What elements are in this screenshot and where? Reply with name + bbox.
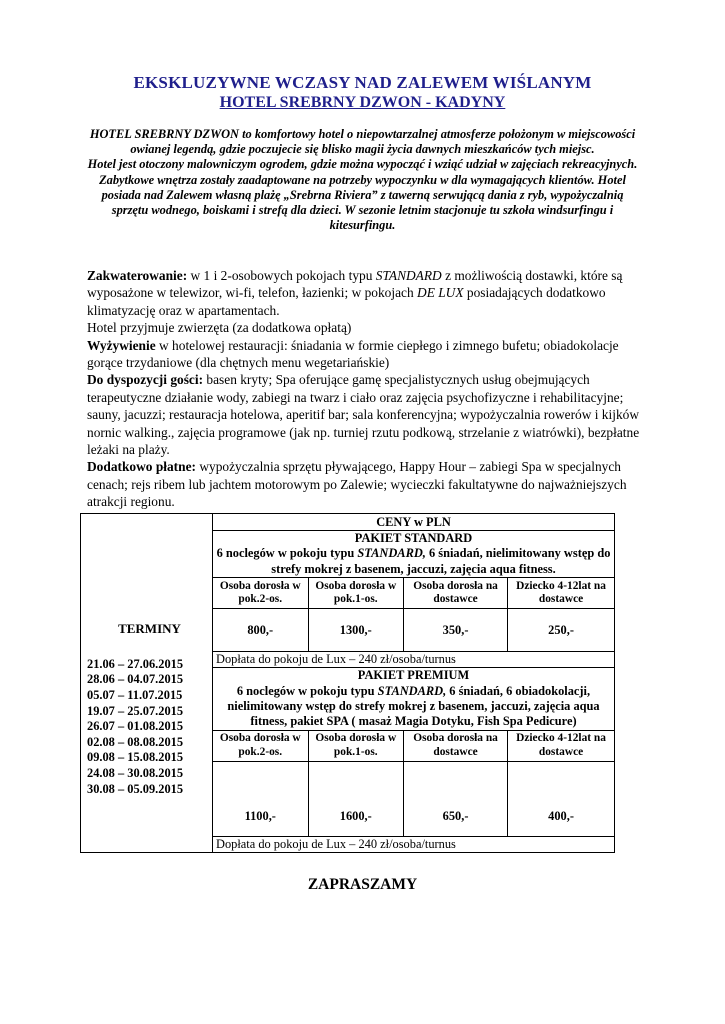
- column-header: Dziecko 4-12lat na dostawce: [508, 578, 615, 609]
- term-date: 02.08 – 08.08.2015: [87, 734, 184, 749]
- terms-cell: [81, 514, 213, 853]
- column-header: Osoba dorosła w pok.1-os.: [308, 730, 404, 761]
- footer-invite: ZAPRASZAMY: [307, 876, 418, 893]
- pets-paragraph: Hotel przyjmuje zwierzęta (za dodatkowa opłatą): [87, 320, 352, 336]
- terms-header: TERMINY: [118, 620, 181, 636]
- standard-price: 1300,-: [308, 609, 404, 652]
- intro-paragraph-1: HOTEL SREBRNY DZWON to komfortowy hotel o niepowtarzalnej atmosferze położonym w miejscowości owianej legendą, gdzie poczujecie się blisko magii życia dawnych mieszkańców tych miejsc.: [89, 127, 636, 157]
- term-date: 09.08 – 15.08.2015: [87, 750, 184, 765]
- standard-package-desc: 6 noclegów w pokoju typu STANDARD, 6 śniadań, nielimitowany wstęp do strefy mokrej z basenem, jaccuzi, zajęcia aqua fitness.: [216, 546, 611, 576]
- prices-header: CENY w PLN: [213, 514, 615, 531]
- column-header: Osoba dorosła w pok.1-os.: [308, 578, 404, 609]
- meals-text: w hotelowej restauracji: śniadania w formie ciepłego i zimnego bufetu; obiadokolacje gorące trzydaniowe (dla chętnych menu wegetariańskie): [87, 337, 619, 371]
- standard-price: 250,-: [508, 609, 615, 652]
- meals-paragraph: [87, 337, 647, 372]
- amenities-text: basen kryty; Spa oferujące gamę specjalistycznych usług obejmujących terapeutyczne działanie wody, zabiegi na twarz i ciało oraz zajęcia psychofizyczne i rehabilitacyjne; sauny, jacuzzi; restauracja hotelowa, aperitif bar; sala konferencyjna; wypożyczalnia rowerów i kijków nornic walking., zajęcia programowe (jak np. turniej rzutu podkową, strzelanie z wiatrówki), bezpłatne leżaki na plaży.: [87, 372, 640, 458]
- term-date: 28.06 – 04.07.2015: [87, 672, 184, 687]
- premium-price: 650,-: [404, 761, 508, 836]
- column-header: Osoba dorosła na dostawce: [404, 578, 508, 609]
- premium-price: 1600,-: [308, 761, 404, 836]
- details-section: [87, 267, 647, 511]
- term-date: 19.07 – 25.07.2015: [87, 703, 184, 718]
- standard-package-header: [213, 531, 615, 578]
- accommodation-paragraph: [87, 267, 647, 319]
- accommodation-text-b: z możliwością dostawki, które są wyposażone w telewizor, wi-fi, telefon, łazienki; w pokojach: [87, 268, 623, 301]
- premium-price: 400,-: [508, 761, 615, 836]
- standard-surcharge: Dopłata do pokoju de Lux – 240 zł/osoba/turnus: [213, 652, 615, 668]
- page-title: EKSKLUZYWNE WCZASY NAD ZALEWEM WIŚLANYM: [133, 73, 592, 92]
- page-subtitle: HOTEL SREBRNY DZWON - KADYNY: [219, 94, 506, 111]
- extras-text: wypożyczalnia sprzętu pływającego, Happy Hour – zabiegi Spa w specjalnych cenach; rejs ribem lub jachtem motorowym po Zalewie; wycieczki fakultatywne do najważniejszych atrakcji regionu.: [87, 459, 627, 510]
- term-date: 21.06 – 27.06.2015: [87, 656, 184, 671]
- column-header: Osoba dorosła w pok.2-os.: [213, 730, 309, 761]
- price-table: [80, 513, 615, 853]
- term-date: 24.08 – 30.08.2015: [87, 765, 184, 780]
- meals-label: Wyżywienie: [87, 337, 156, 353]
- intro-paragraph-2: Hotel jest otoczony malowniczym ogrodem, gdzie można wypocząć i wziąć udział w zajęciach rekreacyjnych. Zabytkowe wnętrza zostały zaadaptowane na potrzeby wypoczynku w dla wymagających klientów. Hotel posiada nad Zalewem własną plażę „Srebrna Riviera” z tawerną serwującą dania z ryb, wypożyczalnią sprzętu wodnego, boiskami i strefą dla dzieci. W sezonie letnim stacjonuje tu szkoła windsurfingu i kitesurfingu.: [87, 157, 638, 233]
- amenities-paragraph: [87, 371, 647, 458]
- standard-price: 800,-: [213, 609, 309, 652]
- premium-price: 1100,-: [213, 761, 309, 836]
- column-header: Dziecko 4-12lat na dostawce: [508, 730, 615, 761]
- column-header: Osoba dorosła na dostawce: [404, 730, 508, 761]
- accommodation-text-a: w 1 i 2-osobowych pokojach typu: [187, 268, 376, 283]
- term-date: 30.08 – 05.09.2015: [87, 781, 184, 796]
- accommodation-label: Zakwaterowanie:: [87, 268, 188, 283]
- column-header: Osoba dorosła w pok.2-os.: [213, 578, 309, 609]
- terms-list: [87, 657, 212, 797]
- term-date: 05.07 – 11.07.2015: [87, 687, 183, 702]
- extras-label: Dodatkowo płatne:: [87, 459, 196, 475]
- extras-paragraph: [87, 458, 647, 510]
- standard-package-name: PAKIET STANDARD: [354, 531, 473, 545]
- standard-price: 350,-: [404, 609, 508, 652]
- premium-package-desc: 6 noclegów w pokoju typu STANDARD, 6 śniadań, 6 obiadokolacji, nielimitowany wstęp do strefy mokrej z basenem, jaccuzi, zajęcia aqua fitness, pakiet SPA ( masaż Magia Dotyku, Fish Spa Pedicure): [227, 683, 600, 729]
- accommodation-standard: STANDARD: [375, 268, 442, 283]
- premium-package-header: [213, 668, 615, 731]
- premium-surcharge: Dopłata do pokoju de Lux – 240 zł/osoba/turnus: [213, 836, 615, 852]
- accommodation-delux: DE LUX: [417, 285, 464, 301]
- accommodation-text-c: posiadających dodatkowo klimatyzację oraz w apartamentach.: [87, 285, 606, 318]
- amenities-label: Do dyspozycji gości:: [87, 372, 204, 388]
- intro-section: [84, 127, 641, 233]
- term-date: 26.07 – 01.08.2015: [87, 719, 184, 734]
- premium-package-name: PAKIET PREMIUM: [357, 668, 470, 683]
